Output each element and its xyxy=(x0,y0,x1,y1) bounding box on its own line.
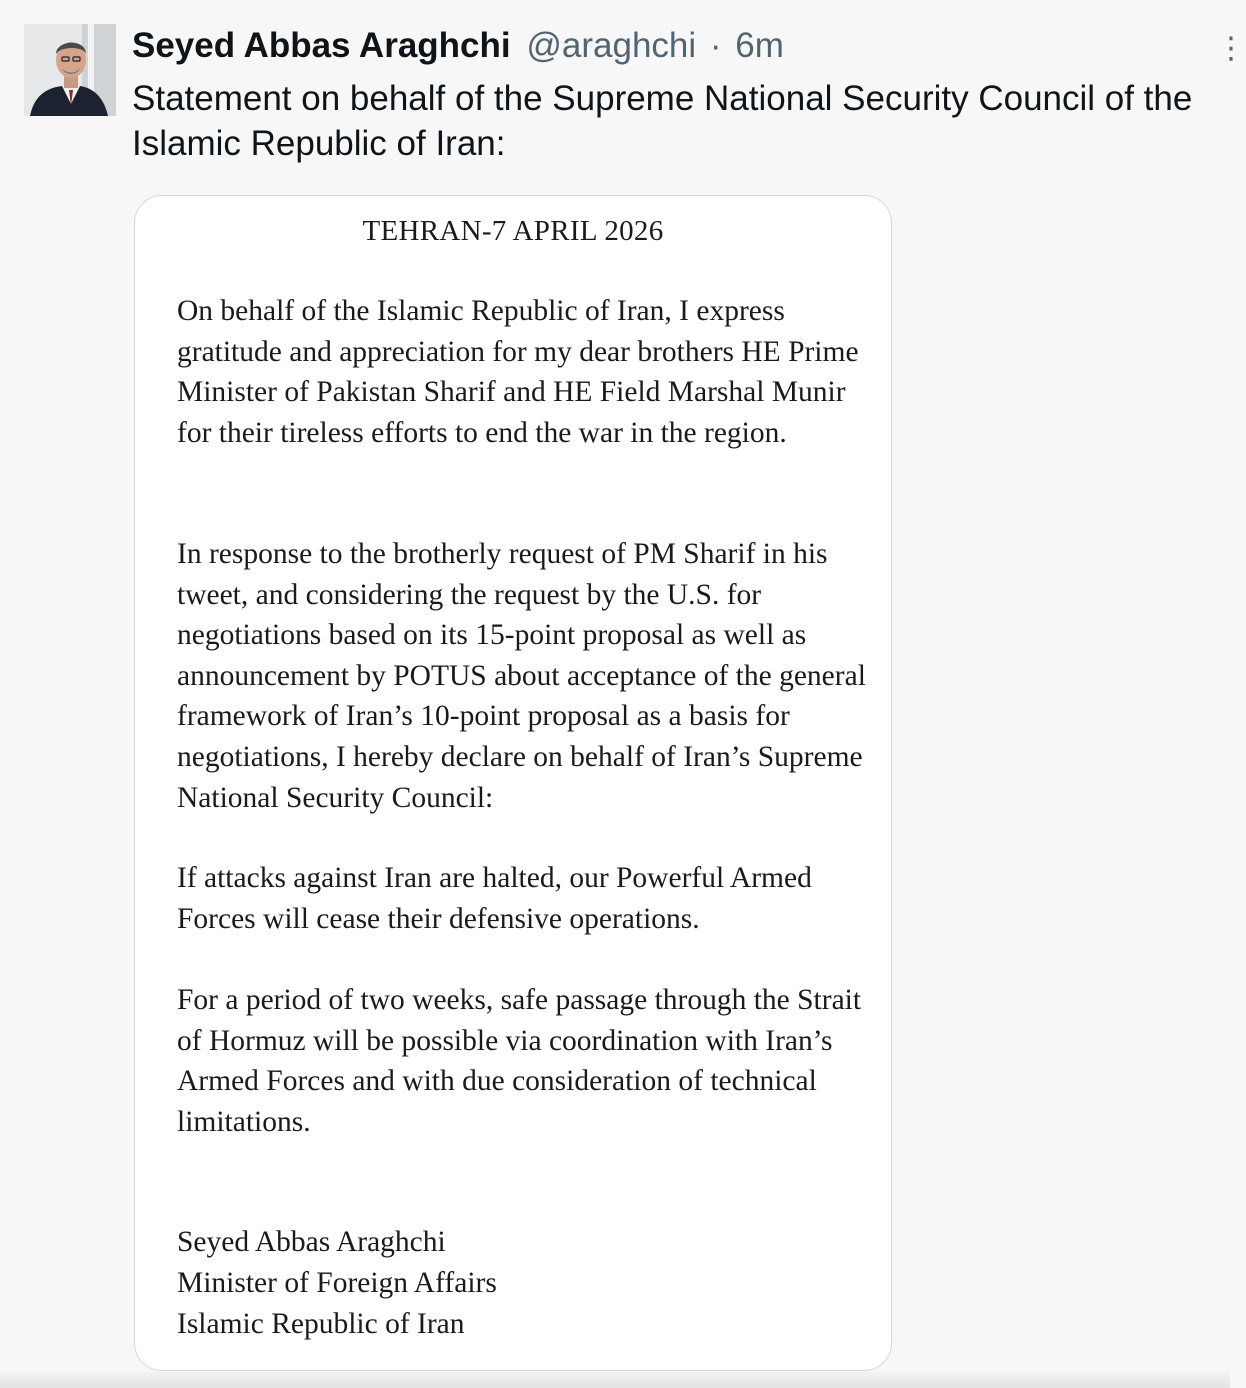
author-handle[interactable]: @araghchi xyxy=(526,26,697,65)
statement-paragraph: If attacks against Iran are halted, our Powerful Armed Forces will cease their defensive operations. xyxy=(177,862,812,935)
header-separator: · xyxy=(709,26,722,65)
statement-dateline: TEHRAN-7 APRIL 2026 xyxy=(362,215,664,247)
statement-image[interactable] xyxy=(134,195,892,1371)
tweet-header xyxy=(132,26,784,66)
author-avatar[interactable] xyxy=(24,24,116,116)
post-timestamp[interactable]: 6m xyxy=(735,26,784,65)
bottom-divider xyxy=(0,1372,1230,1388)
statement-paragraph: On behalf of the Islamic Republic of Iran, I express gratitude and appreciation for my dear brothers HE Prime Minister of Pakistan Sharif and HE Field Marshal Munir for their tireless efforts to end the war in the region. xyxy=(177,295,859,449)
author-name[interactable]: Seyed Abbas Araghchi xyxy=(132,26,511,65)
signature-name: Seyed Abbas Araghchi xyxy=(177,1226,446,1258)
statement-signature xyxy=(177,1222,867,1344)
avatar-photo-icon xyxy=(24,24,116,116)
statement-paragraph: For a period of two weeks, safe passage through the Strait of Hormuz will be possible via coordination with Iran’s Armed Forces and with due consideration of technical limitations. xyxy=(177,984,862,1138)
statement-paragraph: In response to the brotherly request of PM Sharif in his tweet, and considering the request by the U.S. for negotiations based on its 15-point proposal as well as announcement by POTUS about acceptance of the general framework of Iran’s 10-point proposal as a basis for negotiations, I hereby declare on behalf of Iran’s Supreme National Security Council: xyxy=(177,538,866,814)
more-options-icon[interactable]: ⋮ xyxy=(1216,32,1246,65)
tweet-text: Statement on behalf of the Supreme National Security Council of the Islamic Republic of Iran: xyxy=(132,79,1193,163)
signature-title: Minister of Foreign Affairs xyxy=(177,1266,497,1299)
signature-country: Islamic Republic of Iran xyxy=(177,1307,465,1340)
